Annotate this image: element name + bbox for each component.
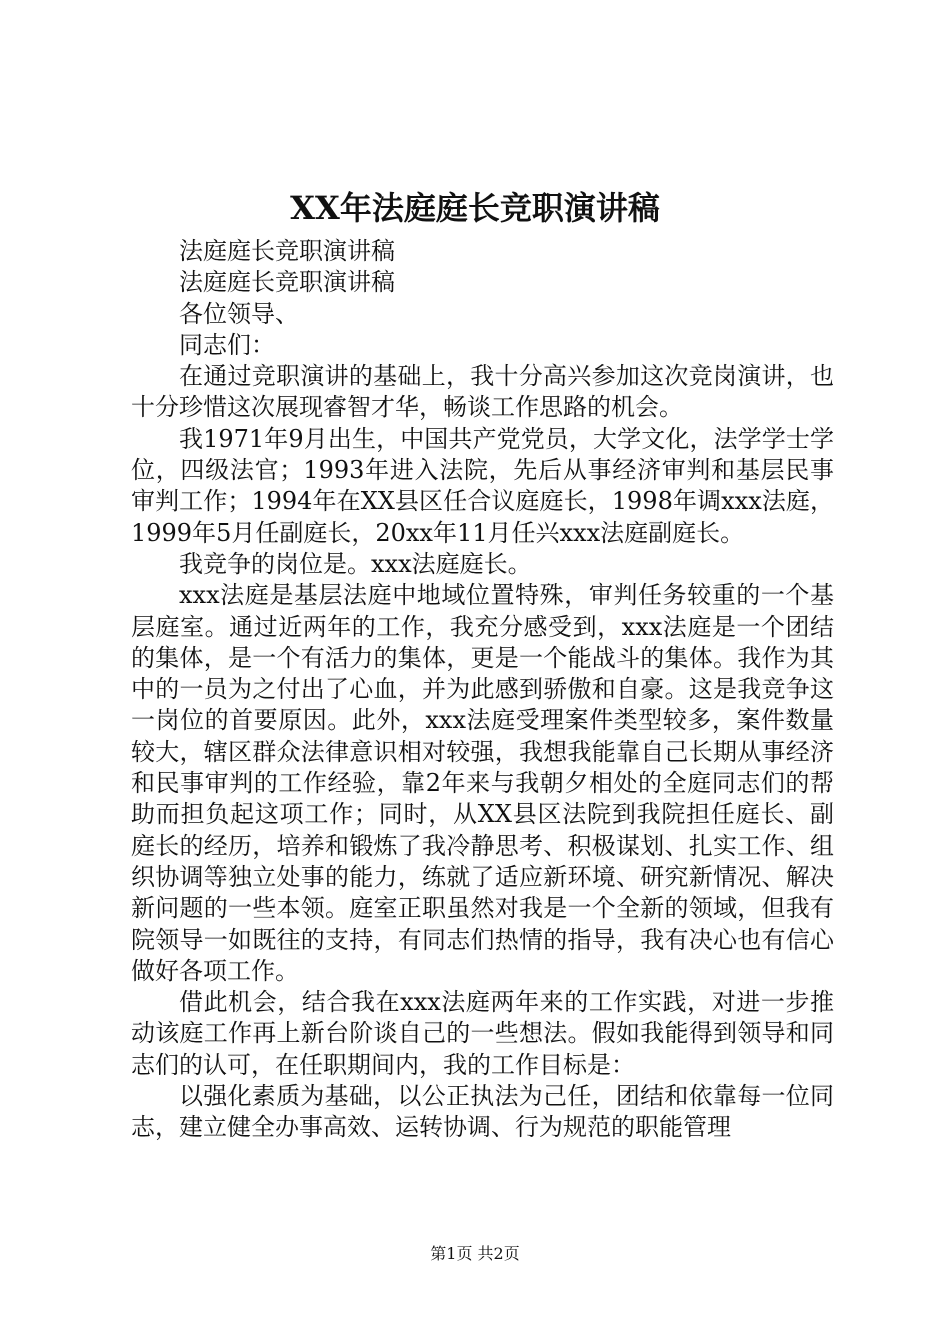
paragraph: 法庭庭长竞职演讲稿 — [179, 237, 395, 265]
paragraph: 借此机会，结合我在xxx法庭两年来的工作实践，对进一步推动该庭工作再上新台阶谈自己的一些想法。假如我能得到领导和同志们的认可，在任职期间内，我的工作目标是： — [131, 988, 834, 1079]
paragraph: 在通过竞职演讲的基础上，我十分高兴参加这次竞岗演讲，也十分珍惜这次展现睿智才华，畅谈工作思路的机会。 — [131, 362, 834, 422]
paragraph: xxx法庭是基层法庭中地域位置特殊，审判任务较重的一个基层庭室。通过近两年的工作，我充分感受到，xxx法庭是一个团结的集体，是一个有活力的集体，更是一个能战斗的集体。我作为其中的一员为之付出了心血，并为此感到骄傲和自豪。这是我竞争这一岗位的首要原因。此外，xxx法庭受理案件类型较多，案件数量较大，辖区群众法律意识相对较强，我想我能靠自己长期从事经济和民事审判的工作经验，靠2年来与我朝夕相处的全庭同志们的帮助而担负起这项工作；同时，从XX县区法院到我院担任庭长、副庭长的经历，培养和锻炼了我冷静思考、积极谋划、扎实工作、组织协调等独立处事的能力，练就了适应新环境、研究新情况、解决新问题的一些本领。庭室正职虽然对我是一个全新的领域，但我有院领导一如既往的支持，有同志们热情的指导，我有决心也有信心做好各项工作。 — [131, 581, 834, 985]
paragraph: 各位领导、 — [179, 299, 299, 328]
document-body — [131, 236, 834, 1144]
document-title: XX年法庭庭长竞职演讲稿 — [290, 189, 660, 227]
paragraph: 法庭庭长竞职演讲稿 — [179, 268, 395, 297]
paragraph: 以强化素质为基础，以公正执法为己任，团结和依靠每一位同志，建立健全办事高效、运转协调、行为规范的职能管理 — [131, 1082, 834, 1142]
paragraph: 同志们： — [179, 330, 275, 359]
paragraph: 我竞争的岗位是。xxx法庭庭长。 — [179, 549, 532, 578]
paragraph: 我1971年9月出生，中国共产党党员，大学文化，法学学士学位，四级法官；1993年进入法院，先后从事经济审判和基层民事审判工作；1994年在XX县区任合议庭庭长，1998年调xxx法庭，1999年5月任副庭长，20xx年11月任兴xxx法庭副庭长。 — [131, 424, 834, 547]
page-number-footer: 第1页 共2页 — [430, 1244, 520, 1263]
